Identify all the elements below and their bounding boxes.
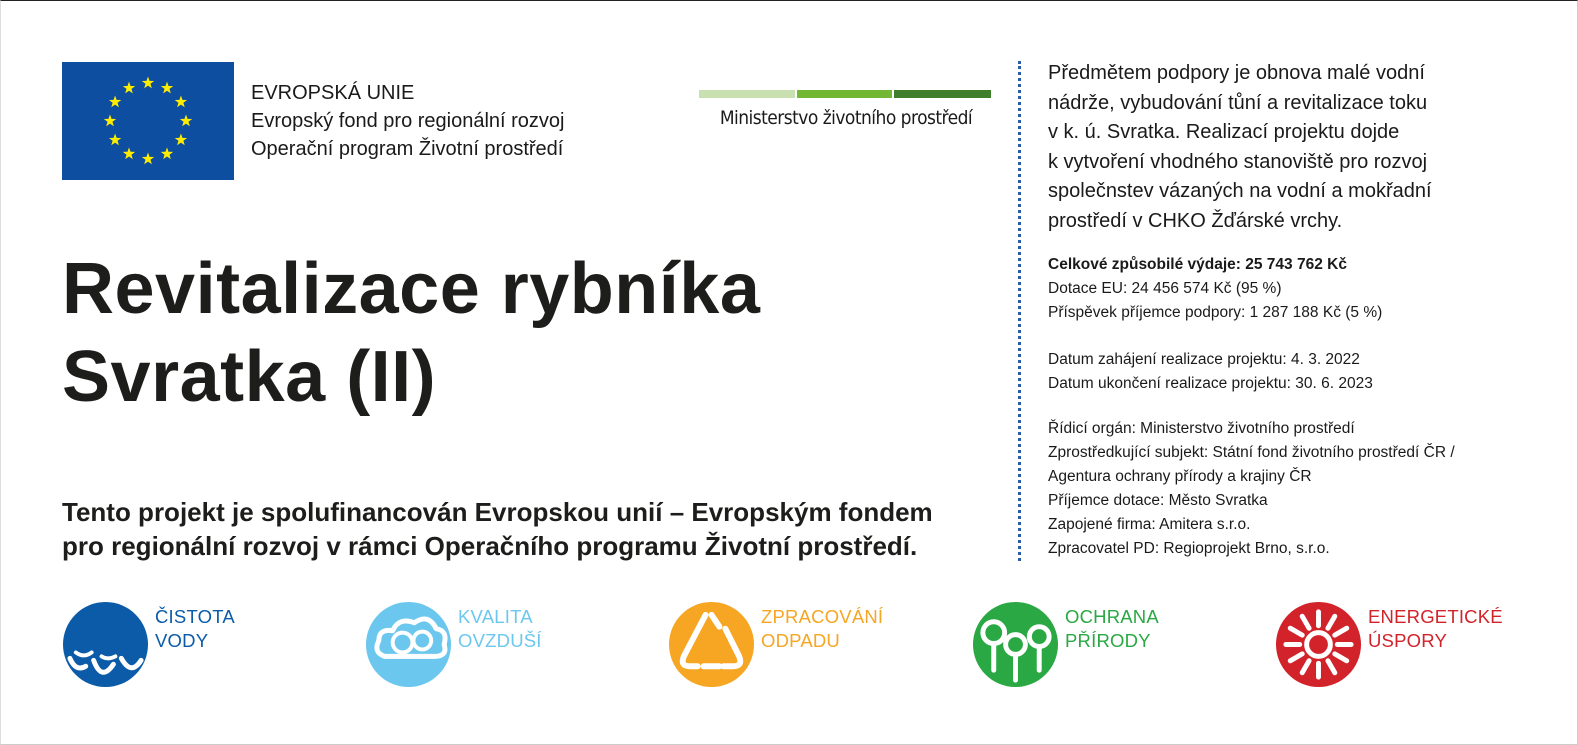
sun-icon xyxy=(1275,601,1362,688)
eu-stars-icon xyxy=(62,62,234,180)
icon-label-line: ENERGETICKÉ xyxy=(1368,606,1503,627)
icon-label-line: OVZDUŠÍ xyxy=(458,630,542,651)
description-line: nádrže, vybudování tůní a revitalizace toku xyxy=(1048,91,1428,114)
eu-star xyxy=(175,96,187,108)
title-line: Revitalizace rybníka xyxy=(62,249,761,329)
description-line: prostředí v CHKO Žďárské vrchy. xyxy=(1048,209,1343,232)
icon-label-line: KVALITA xyxy=(458,606,533,627)
start-date: Datum zahájení realizace projektu: 4. 3. 2022 xyxy=(1048,351,1360,368)
eu-star xyxy=(142,77,154,89)
eu-star xyxy=(109,134,121,146)
eu-line: Evropský fond pro regionální rozvoj xyxy=(251,110,565,132)
cofinancing-statement xyxy=(62,495,933,563)
project-description xyxy=(1048,59,1548,236)
recipient-contribution: Příspěvek příjemce podpory: 1 287 188 Kč (5 %) xyxy=(1048,304,1383,321)
body-line: Zapojené firma: Amitera s.r.o. xyxy=(1048,516,1251,533)
eu-grant: Dotace EU: 24 456 574 Kč (95 %) xyxy=(1048,280,1282,297)
title-line: Svratka (II) xyxy=(62,337,437,417)
cofinancing-line: Tento projekt je spolufinancován Evropskou unií – Evropským fondem xyxy=(62,497,933,527)
eu-line: EVROPSKÁ UNIE xyxy=(251,82,415,104)
icon-label xyxy=(761,605,883,653)
eu-star xyxy=(123,82,135,94)
project-costs xyxy=(1048,253,1382,325)
body-line: Řídicí orgán: Ministerstvo životního prostředí xyxy=(1048,420,1355,437)
recycle-triangle-icon xyxy=(668,601,755,688)
icon-label-line: VODY xyxy=(155,630,209,651)
eu-star xyxy=(180,115,192,127)
eu-star xyxy=(161,147,173,159)
eu-flag-logo xyxy=(62,62,234,180)
eu-star xyxy=(109,96,121,108)
water-drops-icon xyxy=(62,601,149,688)
body-line: Zprostředkující subjekt: Státní fond životního prostředí ČR / xyxy=(1048,444,1455,461)
eu-star xyxy=(142,153,154,165)
ministry-logo-bars xyxy=(699,90,991,98)
ministry-bar xyxy=(699,90,795,98)
body-line: Příjemce dotace: Město Svratka xyxy=(1048,492,1268,509)
icon-label-line: ZPRACOVÁNÍ xyxy=(761,606,884,627)
icon-label xyxy=(1065,605,1159,653)
icon-label xyxy=(458,605,542,653)
icon-label-line: PŘÍRODY xyxy=(1065,630,1151,651)
trees-icon xyxy=(972,601,1059,688)
project-dates xyxy=(1048,348,1373,396)
cofinancing-line: pro regionální rozvoj v rámci Operačního programu Životní prostředí. xyxy=(62,531,918,561)
icon-label-line: ČISTOTA xyxy=(155,606,235,627)
body-line: Agentura ochrany přírody a krajiny ČR xyxy=(1048,468,1312,485)
description-line: Předmětem podpory je obnova malé vodní xyxy=(1048,62,1425,84)
ministry-logo-label: Ministerstvo životního prostředí xyxy=(719,107,973,129)
eu-star xyxy=(104,115,116,127)
ministry-bar xyxy=(894,90,991,98)
description-line: společnstev vázaných na vodní a mokřadní xyxy=(1048,180,1432,202)
end-date: Datum ukončení realizace projektu: 30. 6. 2023 xyxy=(1048,375,1373,392)
description-line: k vytvoření vhodného stanoviště pro rozvoj xyxy=(1048,150,1428,173)
project-bodies xyxy=(1048,417,1455,561)
ministry-bar xyxy=(797,90,892,98)
eu-star xyxy=(161,82,173,94)
description-line: v k. ú. Svratka. Realizací projektu dojde xyxy=(1048,121,1400,143)
eu-star xyxy=(175,134,187,146)
icon-label-line: OCHRANA xyxy=(1065,606,1159,627)
eu-star xyxy=(123,147,135,159)
body-line: Zpracovatel PD: Regioprojekt Brno, s.r.o. xyxy=(1048,540,1330,557)
project-title xyxy=(62,245,760,421)
total-costs: Celkové způsobilé výdaje: 25 743 762 Kč xyxy=(1048,256,1347,273)
icon-label xyxy=(155,605,235,653)
cloud-icon xyxy=(365,601,452,688)
icon-label-line: ODPADU xyxy=(761,630,840,651)
eu-line: Operační program Životní prostředí xyxy=(251,138,564,160)
icon-label xyxy=(1368,605,1503,653)
eu-program-text xyxy=(251,79,565,163)
dotted-divider xyxy=(1018,61,1021,561)
icon-label-line: ÚSPORY xyxy=(1368,630,1447,651)
